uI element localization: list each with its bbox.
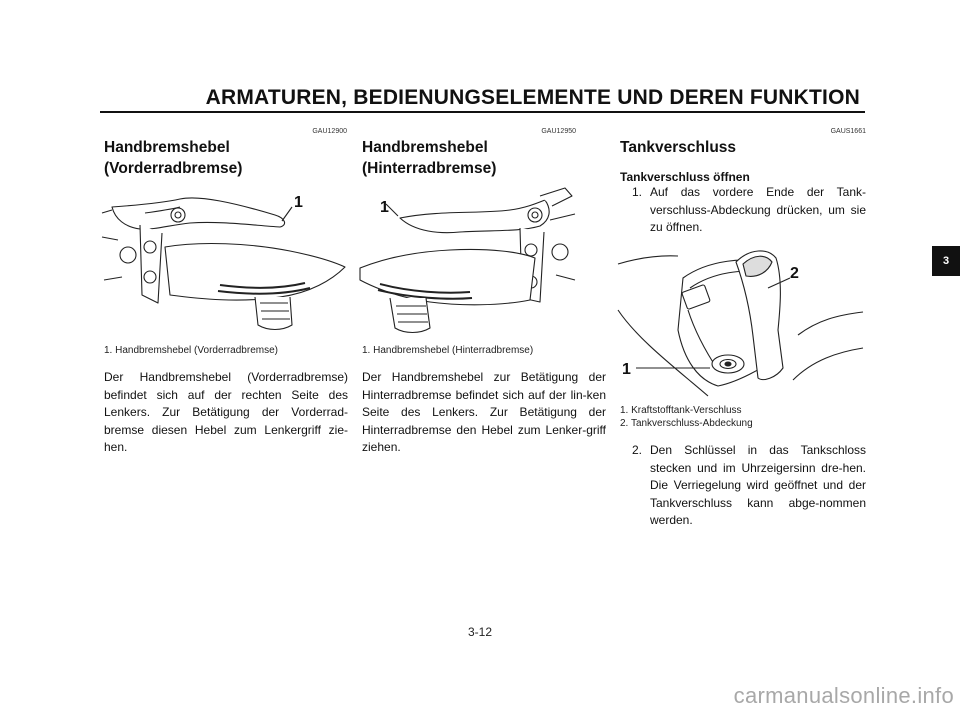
watermark[interactable]: carmanualsonline.info xyxy=(733,683,954,708)
section-heading: Tankverschluss xyxy=(620,139,737,156)
heading-line: (Vorderradbremse) xyxy=(104,160,243,177)
callout-number-cap: 1 xyxy=(622,361,631,378)
instruction-step xyxy=(632,184,866,238)
chapter-title: ARMATUREN, BEDIENUNGSELEMENTE UND DEREN FUNKTION xyxy=(205,86,860,109)
rear-brake-lever-illustration xyxy=(360,180,580,340)
step-text: Den Schlüssel in das Tankschloss stecken und im Uhrzeigersinn dre-hen. Die Verriegelung wird geöffnet und der Tankverschluss kann abge-nommen werden. xyxy=(650,443,866,527)
figure-caption: 1. Handbremshebel (Vorderradbremse) xyxy=(104,345,278,356)
body-paragraph: Der Handbremshebel zur Betätigung der Hinterradbremse befindet sich auf der lin-ken Seite des Lenkers. Zur Betätigung der Hinterradbremse den Hebel zum Lenker-griff ziehen. xyxy=(362,370,606,454)
front-brake-lever-illustration xyxy=(100,185,350,335)
fuel-cap-illustration xyxy=(618,240,863,398)
figure-caption: 1. Handbremshebel (Hinterradbremse) xyxy=(362,345,534,356)
heading-line: (Hinterradbremse) xyxy=(362,160,497,177)
callout-number: 1 xyxy=(294,194,303,211)
section-code: GAU12900 xyxy=(312,128,347,135)
section-code: GAU12950 xyxy=(541,128,576,135)
section-heading xyxy=(362,137,496,179)
heading-line: Handbremshebel xyxy=(104,139,230,156)
section-heading xyxy=(104,137,242,179)
caption-line: 1. Kraftstofftank-Verschluss xyxy=(620,405,742,416)
step-number: 1. xyxy=(632,185,643,199)
caption-line: 2. Tankverschluss-Abdeckung xyxy=(620,418,753,429)
callout-number-cover: 2 xyxy=(790,265,799,282)
page-number: 3-12 xyxy=(467,625,493,639)
callout-number: 1 xyxy=(380,199,389,216)
body-paragraph: Der Handbremshebel (Vorderradbremse) befindet sich auf der rechten Seite des Lenkers. Zur Betätigung der Vorderrad-bremse diesen Hebel zum Lenkergriff zie-hen. xyxy=(104,370,348,454)
instruction-step xyxy=(632,442,866,532)
heading-line: Handbremshebel xyxy=(362,139,488,156)
step-number: 2. xyxy=(632,443,643,457)
figure-caption xyxy=(620,404,753,430)
subheading: Tankverschluss öffnen xyxy=(620,170,750,184)
chapter-tab[interactable]: 3 xyxy=(932,246,960,276)
step-text: Auf das vordere Ende der Tank-verschluss-Abdeckung drücken, um sie zu öffnen. xyxy=(650,185,866,234)
header-rule xyxy=(100,111,865,113)
section-code: GAUS1661 xyxy=(830,128,866,135)
